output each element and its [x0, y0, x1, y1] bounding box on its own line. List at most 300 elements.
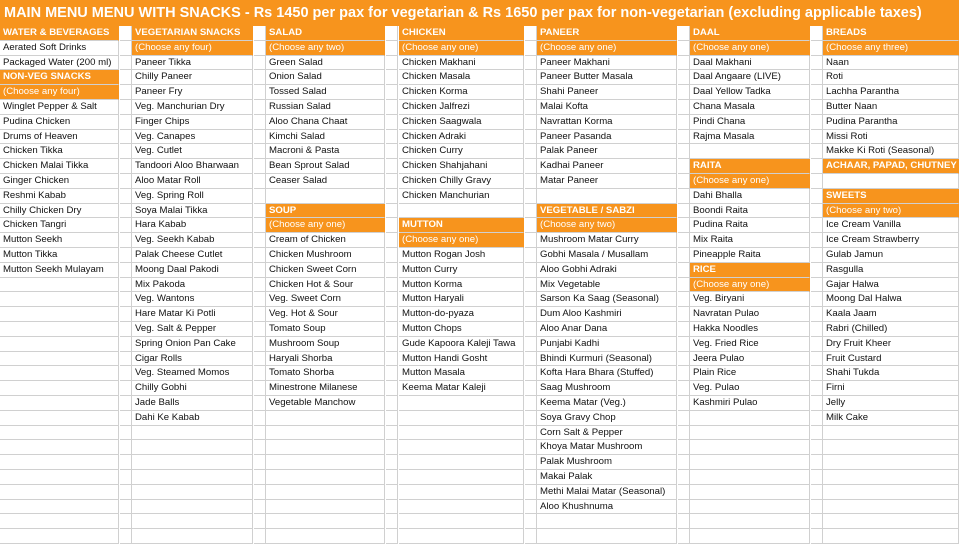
menu-item: Russian Salad [266, 100, 385, 115]
menu-item: Palak Paneer [537, 144, 677, 159]
menu-item: Mutton Rogan Josh [399, 248, 524, 263]
grid-spacer-cell [525, 85, 537, 100]
grid-spacer-cell [120, 485, 132, 500]
empty-cell [399, 485, 524, 500]
grid-spacer-cell [120, 366, 132, 381]
grid-spacer-cell [120, 218, 132, 233]
grid-spacer-cell [678, 529, 690, 544]
grid-spacer-cell [120, 381, 132, 396]
empty-cell [0, 307, 119, 322]
grid-spacer-cell [254, 485, 266, 500]
grid-spacer-cell [678, 381, 690, 396]
grid-spacer-cell [678, 485, 690, 500]
grid-spacer-cell [678, 41, 690, 56]
grid-spacer-cell [120, 85, 132, 100]
menu-item: Haryali Shorba [266, 352, 385, 367]
section-header: CHICKEN [399, 26, 524, 41]
grid-spacer-cell [678, 440, 690, 455]
grid-spacer-cell [386, 381, 398, 396]
section-header: WATER & BEVERAGES [0, 26, 119, 41]
grid-spacer-cell [678, 263, 690, 278]
grid-spacer-cell [120, 322, 132, 337]
grid-spacer-cell [525, 100, 537, 115]
grid-spacer-cell [120, 455, 132, 470]
menu-item: Jelly [823, 396, 959, 411]
grid-spacer-cell [811, 26, 823, 41]
grid-spacer-cell [254, 159, 266, 174]
grid-spacer-cell [386, 130, 398, 145]
grid-spacer-cell [254, 366, 266, 381]
grid-spacer-cell [254, 233, 266, 248]
empty-cell [690, 514, 810, 529]
menu-item: Veg. Seekh Kabab [132, 233, 253, 248]
section-header: SALAD [266, 26, 385, 41]
grid-spacer-cell [811, 278, 823, 293]
grid-spacer-cell [120, 144, 132, 159]
menu-item: Veg. Steamed Momos [132, 366, 253, 381]
section-header: RICE [690, 263, 810, 278]
grid-spacer-cell [386, 337, 398, 352]
menu-item: Hare Matar Ki Potli [132, 307, 253, 322]
menu-item: Dry Fruit Kheer [823, 337, 959, 352]
menu-item: Veg. Hot & Sour [266, 307, 385, 322]
menu-item: Mutton Handi Gosht [399, 352, 524, 367]
grid-spacer-cell [525, 189, 537, 204]
grid-spacer-cell [678, 396, 690, 411]
section-choice-note: (Choose any three) [823, 41, 959, 56]
menu-item: Drums of Heaven [0, 130, 119, 145]
grid-spacer-cell [120, 189, 132, 204]
grid-spacer-cell [120, 529, 132, 544]
grid-spacer-cell [120, 159, 132, 174]
grid-spacer-cell [120, 26, 132, 41]
grid-spacer-cell [120, 56, 132, 71]
grid-spacer-cell [254, 322, 266, 337]
grid-spacer-cell [386, 56, 398, 71]
grid-spacer-cell [120, 70, 132, 85]
grid-spacer-cell [386, 322, 398, 337]
grid-spacer-cell [678, 366, 690, 381]
grid-spacer-cell [386, 514, 398, 529]
empty-cell [266, 485, 385, 500]
section-header: VEGETABLE / SABZI [537, 204, 677, 219]
grid-spacer-cell [525, 56, 537, 71]
menu-item: Mutton Curry [399, 263, 524, 278]
empty-cell [266, 189, 385, 204]
section-choice-note: (Choose any one) [690, 41, 810, 56]
menu-item: Bean Sprout Salad [266, 159, 385, 174]
empty-cell [823, 485, 959, 500]
menu-title: MAIN MENU MENU WITH SNACKS - Rs 1450 per pax for vegetarian & Rs 1650 per pax for non-vegetarian (excluding applicable taxes) [0, 0, 959, 26]
empty-cell [823, 174, 959, 189]
menu-item: Chana Masala [690, 100, 810, 115]
grid-spacer-cell [811, 41, 823, 56]
grid-spacer-cell [811, 174, 823, 189]
section-choice-note: (Choose any one) [690, 278, 810, 293]
menu-item: Chicken Hot & Sour [266, 278, 385, 293]
menu-item: Makke Ki Roti (Seasonal) [823, 144, 959, 159]
grid-spacer-cell [525, 322, 537, 337]
menu-item: Paneer Butter Masala [537, 70, 677, 85]
section-header: NON-VEG SNACKS [0, 70, 119, 85]
menu-item: Daal Yellow Tadka [690, 85, 810, 100]
menu-item: Ice Cream Vanilla [823, 218, 959, 233]
empty-cell [537, 189, 677, 204]
menu-item: Firni [823, 381, 959, 396]
empty-cell [823, 514, 959, 529]
section-choice-note: (Choose any two) [537, 218, 677, 233]
grid-spacer-cell [120, 174, 132, 189]
grid-spacer-cell [386, 485, 398, 500]
menu-item: Vegetable Manchow [266, 396, 385, 411]
grid-spacer-cell [120, 278, 132, 293]
grid-spacer-cell [386, 189, 398, 204]
empty-cell [399, 529, 524, 544]
menu-item: Mushroom Matar Curry [537, 233, 677, 248]
menu-item: Tossed Salad [266, 85, 385, 100]
grid-spacer-cell [386, 218, 398, 233]
menu-item: Veg. Biryani [690, 292, 810, 307]
menu-item: Aloo Chana Chaat [266, 115, 385, 130]
menu-item: Winglet Pepper & Salt [0, 100, 119, 115]
empty-cell [399, 411, 524, 426]
grid-spacer-cell [120, 292, 132, 307]
menu-item: Jade Balls [132, 396, 253, 411]
grid-spacer-cell [811, 85, 823, 100]
menu-item: Chicken Curry [399, 144, 524, 159]
empty-cell [132, 500, 253, 515]
grid-spacer-cell [386, 411, 398, 426]
grid-spacer-cell [811, 70, 823, 85]
grid-spacer-cell [525, 233, 537, 248]
grid-spacer-cell [525, 470, 537, 485]
grid-spacer-cell [386, 455, 398, 470]
menu-item: Macroni & Pasta [266, 144, 385, 159]
menu-item: Kofta Hara Bhara (Stuffed) [537, 366, 677, 381]
menu-item: Palak Mushroom [537, 455, 677, 470]
empty-cell [132, 455, 253, 470]
menu-item: Soya Malai Tikka [132, 204, 253, 219]
grid-spacer-cell [678, 70, 690, 85]
grid-spacer-cell [386, 85, 398, 100]
empty-cell [690, 411, 810, 426]
menu-item: Makai Palak [537, 470, 677, 485]
menu-item: Kashmiri Pulao [690, 396, 810, 411]
menu-item: Roti [823, 70, 959, 85]
grid-spacer-cell [254, 115, 266, 130]
empty-cell [132, 470, 253, 485]
menu-item: Mutton Korma [399, 278, 524, 293]
empty-cell [690, 426, 810, 441]
grid-spacer-cell [120, 426, 132, 441]
section-header: SOUP [266, 204, 385, 219]
menu-item: Navratan Pulao [690, 307, 810, 322]
grid-spacer-cell [254, 218, 266, 233]
grid-spacer-cell [120, 352, 132, 367]
grid-spacer-cell [120, 514, 132, 529]
menu-item: Gobhi Masala / Musallam [537, 248, 677, 263]
grid-spacer-cell [254, 41, 266, 56]
grid-spacer-cell [525, 144, 537, 159]
grid-spacer-cell [525, 70, 537, 85]
menu-item: Ginger Chicken [0, 174, 119, 189]
grid-spacer-cell [386, 470, 398, 485]
grid-spacer-cell [254, 204, 266, 219]
menu-item: Chicken Shahjahani [399, 159, 524, 174]
grid-spacer-cell [811, 263, 823, 278]
grid-spacer-cell [678, 56, 690, 71]
grid-spacer-cell [254, 189, 266, 204]
empty-cell [399, 426, 524, 441]
empty-cell [0, 322, 119, 337]
empty-cell [0, 440, 119, 455]
menu-item: Gulab Jamun [823, 248, 959, 263]
menu-item: Pudina Raita [690, 218, 810, 233]
empty-cell [0, 500, 119, 515]
menu-item: Shahi Tukda [823, 366, 959, 381]
grid-spacer-cell [811, 144, 823, 159]
empty-cell [823, 440, 959, 455]
grid-spacer-cell [525, 426, 537, 441]
grid-spacer-cell [386, 263, 398, 278]
grid-spacer-cell [386, 278, 398, 293]
empty-cell [0, 529, 119, 544]
grid-spacer-cell [678, 352, 690, 367]
menu-item: Soya Gravy Chop [537, 411, 677, 426]
menu-item: Boondi Raita [690, 204, 810, 219]
section-choice-note: (Choose any one) [690, 174, 810, 189]
grid-spacer-cell [386, 307, 398, 322]
empty-cell [0, 411, 119, 426]
menu-item: Bhindi Kurmuri (Seasonal) [537, 352, 677, 367]
menu-item: Sarson Ka Saag (Seasonal) [537, 292, 677, 307]
grid-spacer-cell [525, 514, 537, 529]
menu-item: Pindi Chana [690, 115, 810, 130]
grid-spacer-cell [811, 322, 823, 337]
grid-spacer-cell [525, 204, 537, 219]
menu-item: Aloo Khushnuma [537, 500, 677, 515]
grid-spacer-cell [120, 41, 132, 56]
empty-cell [399, 514, 524, 529]
section-choice-note: (Choose any four) [0, 85, 119, 100]
menu-item: Paneer Fry [132, 85, 253, 100]
menu-item: Chicken Jalfrezi [399, 100, 524, 115]
grid-spacer-cell [811, 352, 823, 367]
grid-spacer-cell [811, 337, 823, 352]
grid-spacer-cell [386, 426, 398, 441]
menu-item: Chilly Gobhi [132, 381, 253, 396]
menu-item: Aerated Soft Drinks [0, 41, 119, 56]
grid-spacer-cell [525, 455, 537, 470]
menu-item: Punjabi Kadhi [537, 337, 677, 352]
grid-spacer-cell [678, 130, 690, 145]
menu-item: Tandoori Aloo Bharwaan [132, 159, 253, 174]
empty-cell [0, 366, 119, 381]
section-header: RAITA [690, 159, 810, 174]
section-header: SWEETS [823, 189, 959, 204]
empty-cell [132, 426, 253, 441]
grid-spacer-cell [386, 366, 398, 381]
menu-item: Daal Makhani [690, 56, 810, 71]
grid-spacer-cell [120, 307, 132, 322]
grid-spacer-cell [386, 204, 398, 219]
grid-spacer-cell [386, 26, 398, 41]
grid-spacer-cell [811, 396, 823, 411]
grid-spacer-cell [386, 352, 398, 367]
grid-spacer-cell [525, 218, 537, 233]
grid-spacer-cell [525, 248, 537, 263]
grid-spacer-cell [120, 115, 132, 130]
section-choice-note: (Choose any one) [537, 41, 677, 56]
grid-spacer-cell [678, 292, 690, 307]
empty-cell [399, 204, 524, 219]
section-choice-note: (Choose any one) [399, 233, 524, 248]
menu-item: Moong Dal Halwa [823, 292, 959, 307]
grid-spacer-cell [811, 529, 823, 544]
menu-item: Chicken Chilly Gravy [399, 174, 524, 189]
empty-cell [823, 529, 959, 544]
grid-spacer-cell [254, 85, 266, 100]
grid-spacer-cell [254, 263, 266, 278]
menu-item: Jeera Pulao [690, 352, 810, 367]
grid-spacer-cell [120, 100, 132, 115]
menu-item: Gude Kapoora Kaleji Tawa [399, 337, 524, 352]
grid-spacer-cell [254, 130, 266, 145]
menu-item: Cream of Chicken [266, 233, 385, 248]
empty-cell [266, 529, 385, 544]
section-header: ACHAAR, PAPAD, CHUTNEY [823, 159, 959, 174]
menu-item: Chicken Manchurian [399, 189, 524, 204]
grid-spacer-cell [254, 100, 266, 115]
empty-cell [266, 440, 385, 455]
grid-spacer-cell [120, 263, 132, 278]
grid-spacer-cell [811, 485, 823, 500]
menu-item: Veg. Salt & Pepper [132, 322, 253, 337]
empty-cell [266, 470, 385, 485]
menu-item: Mutton Masala [399, 366, 524, 381]
menu-item: Green Salad [266, 56, 385, 71]
grid-spacer-cell [386, 440, 398, 455]
menu-item: Paneer Tikka [132, 56, 253, 71]
menu-item: Aloo Anar Dana [537, 322, 677, 337]
grid-spacer-cell [811, 411, 823, 426]
grid-spacer-cell [811, 56, 823, 71]
grid-spacer-cell [811, 159, 823, 174]
menu-item: Veg. Cutlet [132, 144, 253, 159]
empty-cell [399, 455, 524, 470]
menu-item: Kadhai Paneer [537, 159, 677, 174]
empty-cell [690, 440, 810, 455]
grid-spacer-cell [525, 307, 537, 322]
menu-item: Mix Raita [690, 233, 810, 248]
empty-cell [537, 514, 677, 529]
grid-spacer-cell [386, 500, 398, 515]
empty-cell [0, 337, 119, 352]
grid-spacer-cell [678, 189, 690, 204]
grid-spacer-cell [386, 100, 398, 115]
section-choice-note: (Choose any four) [132, 41, 253, 56]
grid-spacer-cell [678, 337, 690, 352]
menu-item: Aloo Gobhi Adraki [537, 263, 677, 278]
grid-spacer-cell [386, 529, 398, 544]
grid-spacer-cell [811, 500, 823, 515]
grid-spacer-cell [525, 115, 537, 130]
grid-spacer-cell [525, 529, 537, 544]
grid-spacer-cell [254, 426, 266, 441]
grid-spacer-cell [120, 248, 132, 263]
grid-spacer-cell [120, 204, 132, 219]
menu-item: Pudina Chicken [0, 115, 119, 130]
menu-item: Veg. Fried Rice [690, 337, 810, 352]
section-choice-note: (Choose any one) [399, 41, 524, 56]
menu-item: Methi Malai Matar (Seasonal) [537, 485, 677, 500]
grid-spacer-cell [811, 115, 823, 130]
grid-spacer-cell [678, 85, 690, 100]
menu-item: Butter Naan [823, 100, 959, 115]
menu-item: Shahi Paneer [537, 85, 677, 100]
empty-cell [0, 426, 119, 441]
menu-item: Gajar Halwa [823, 278, 959, 293]
menu-item: Kaala Jaam [823, 307, 959, 322]
grid-spacer-cell [386, 233, 398, 248]
grid-spacer-cell [678, 144, 690, 159]
grid-spacer-cell [811, 248, 823, 263]
menu-item: Saag Mushroom [537, 381, 677, 396]
menu-item: Pineapple Raita [690, 248, 810, 263]
grid-spacer-cell [120, 396, 132, 411]
empty-cell [0, 292, 119, 307]
menu-item: Ceaser Salad [266, 174, 385, 189]
grid-spacer-cell [254, 396, 266, 411]
empty-cell [0, 485, 119, 500]
grid-spacer-cell [386, 115, 398, 130]
grid-spacer-cell [525, 352, 537, 367]
menu-item: Pudina Parantha [823, 115, 959, 130]
menu-item: Mushroom Soup [266, 337, 385, 352]
menu-item: Finger Chips [132, 115, 253, 130]
menu-item: Matar Paneer [537, 174, 677, 189]
menu-item: Chicken Saagwala [399, 115, 524, 130]
grid-spacer-cell [678, 322, 690, 337]
menu-item: Rajma Masala [690, 130, 810, 145]
grid-spacer-cell [678, 159, 690, 174]
empty-cell [823, 470, 959, 485]
section-header: PANEER [537, 26, 677, 41]
menu-item: Corn Salt & Pepper [537, 426, 677, 441]
grid-spacer-cell [811, 204, 823, 219]
grid-spacer-cell [120, 440, 132, 455]
grid-spacer-cell [811, 307, 823, 322]
grid-spacer-cell [678, 470, 690, 485]
empty-cell [266, 514, 385, 529]
menu-item: Mutton Seekh [0, 233, 119, 248]
menu-item: Chilly Paneer [132, 70, 253, 85]
grid-spacer-cell [254, 70, 266, 85]
grid-spacer-cell [254, 455, 266, 470]
grid-spacer-cell [254, 352, 266, 367]
grid-spacer-cell [525, 41, 537, 56]
grid-spacer-cell [525, 278, 537, 293]
menu-item: Veg. Sweet Corn [266, 292, 385, 307]
empty-cell [132, 529, 253, 544]
grid-spacer-cell [120, 233, 132, 248]
menu-item: Mutton Tikka [0, 248, 119, 263]
grid-spacer-cell [254, 381, 266, 396]
menu-item: Chicken Sweet Corn [266, 263, 385, 278]
section-choice-note: (Choose any one) [266, 218, 385, 233]
menu-item: Navrattan Korma [537, 115, 677, 130]
grid-spacer-cell [811, 440, 823, 455]
